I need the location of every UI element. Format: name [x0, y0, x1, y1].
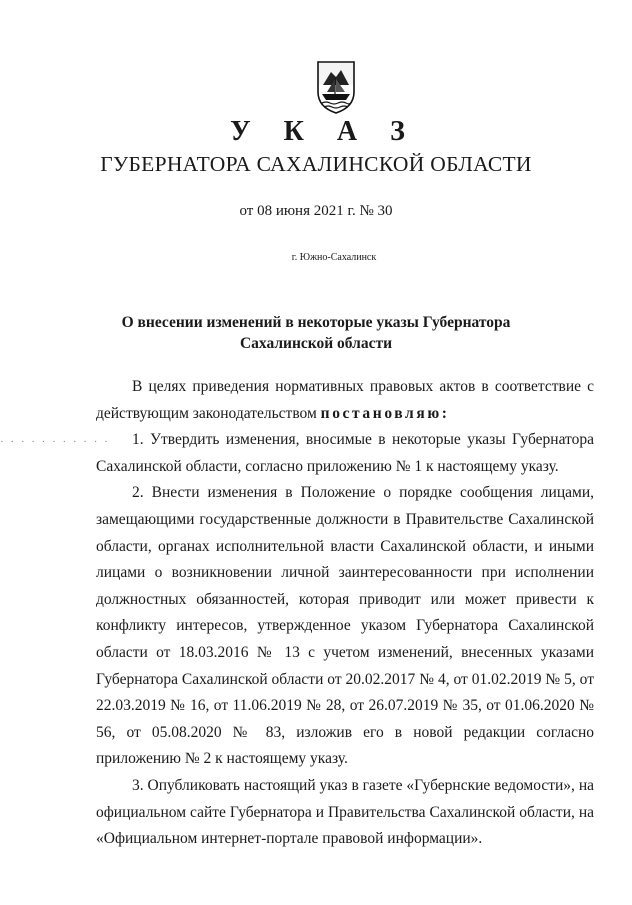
document-place: г. Южно-Сахалинск [291, 252, 377, 263]
body-item-3: 3. Опубликовать настоящий указ в газете «Губернские ведомости», на официальном сайте Губернатора и Правительства Сахалинской области, на «Официальном интернет-портале правовой информации». [96, 776, 594, 848]
issuer-title: ГУБЕРНАТОРА САХАЛИНСКОЙ ОБЛАСТИ [100, 152, 532, 176]
intro-text: В целях приведения нормативных правовых актов в соответствие с действующим законодательством [96, 378, 594, 422]
document-date-number: от 08 июня 2021 г. № 30 [239, 203, 393, 219]
document-subject [0, 312, 632, 354]
subject-line-1: О внесении изменений в некоторые указы Губернатора [121, 314, 511, 331]
sakhalin-crest-icon [314, 58, 358, 114]
margin-dots: · · · · · · · · · · · [0, 436, 110, 448]
body-intro [96, 374, 594, 427]
subject-line-2: Сахалинской области [239, 335, 393, 352]
intro-keyword: постановляю: [320, 404, 450, 422]
document-type-title: У К А З [230, 116, 418, 147]
body-item-1: 1. Утвердить изменения, вносимые в некоторые указы Губернатора Сахалинской области, согласно приложению № 1 к настоящему указу. [96, 431, 594, 475]
body-item-2: 2. Внести изменения в Положение о порядке сообщения лицами, замещающими государственные должности в Правительстве Сахалинской области, органах исполнительной власти Сахалинской области, и иными лицами о возникновении личной заинтересованности при исполнении должностных обязанностей, которая приводит или может привести к конфликту интересов, утвержденное указом Губернатора Сахалинской области от 18.03.2016 № 13 с учетом изменений, внесенных указами Губернатора Сахалинской области от 20.02.2017 № 4, от 01.02.2019 № 5, от 22.03.2019 № 16, от 11.06.2019 № 28, от 26.07.2019 № 35, от 01.06.2020 № 56, от 05.08.2020 № 83, изложив его в новой редакции согласно приложению № 2 к настоящему указу. [96, 484, 594, 768]
document-body [96, 374, 594, 853]
